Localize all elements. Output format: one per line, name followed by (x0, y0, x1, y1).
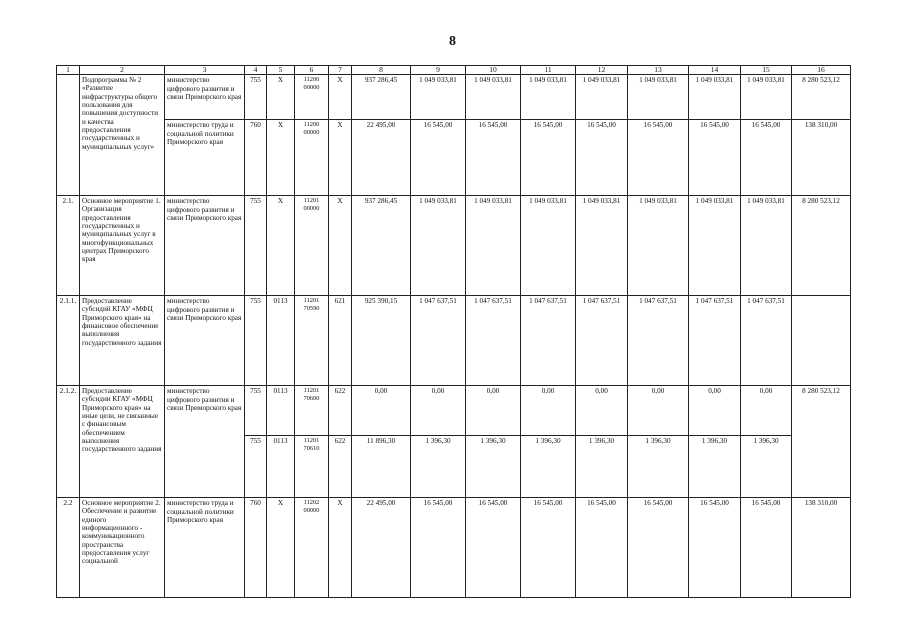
header-cell: 13 (628, 66, 689, 75)
total-cell: 8 280 523,12 (792, 196, 851, 296)
header-cell: 7 (329, 66, 352, 75)
grbs-code: 755 (245, 296, 267, 386)
header-cell: 14 (689, 66, 741, 75)
rzpr-code: 0113 (267, 296, 295, 386)
header-cell: 2 (80, 66, 165, 75)
vr-code: Х (329, 196, 352, 296)
amount-cell: 1 396,30 (689, 436, 741, 498)
amount-cell: 0,00 (352, 386, 411, 436)
amount-cell: 1 396,30 (521, 436, 576, 498)
rzpr-code: Х (267, 196, 295, 296)
amount-cell: 16 545,00 (466, 498, 521, 598)
total-cell: 8 280 523,12 (792, 75, 851, 120)
amount-cell: 1 049 033,81 (521, 75, 576, 120)
row-description: Основное мероприятие 1. Организация предоставления государственных и муниципальных услуг в многофункциональных центрах Приморского края (80, 196, 165, 296)
amount-cell: 0,00 (576, 386, 628, 436)
amount-cell: 1 047 637,51 (466, 296, 521, 386)
amount-cell: 925 390,15 (352, 296, 411, 386)
amount-cell: 1 049 033,81 (689, 75, 741, 120)
amount-cell: 1 396,30 (466, 436, 521, 498)
amount-cell: 1 049 033,81 (466, 75, 521, 120)
amount-cell: 1 049 033,81 (741, 196, 792, 296)
table-row (57, 120, 851, 196)
csr-code: 11200 00000 (295, 120, 329, 196)
row-description: Предоставление субсидий КГАУ «МФЦ Приморского края» на финансовое обеспечение выполнения государственного задания (80, 296, 165, 386)
header-cell: 5 (267, 66, 295, 75)
csr-code: 11200 00000 (295, 75, 329, 120)
amount-cell: 1 396,30 (741, 436, 792, 498)
csr-code: 11201 70610 (295, 436, 329, 498)
row-number: 2.1.1. (57, 296, 80, 386)
executor-org: министерство труда и социальной политики Приморского края (165, 498, 245, 598)
grbs-code: 755 (245, 196, 267, 296)
grbs-code: 760 (245, 498, 267, 598)
amount-cell: 0,00 (689, 386, 741, 436)
executor-org: министерство цифрового развития и связи Приморского края (165, 296, 245, 386)
rzpr-code: 0113 (267, 386, 295, 436)
amount-cell: 1 049 033,81 (628, 196, 689, 296)
row-description: Подпрограмма № 2 «Развитие инфраструктуры общего пользования для повышения доступности и качества предоставления государственных и муниципальных услуг» (80, 75, 165, 196)
table-row (57, 75, 851, 120)
csr-code: 11201 70590 (295, 296, 329, 386)
amount-cell: 1 047 637,51 (741, 296, 792, 386)
header-cell: 15 (741, 66, 792, 75)
amount-cell: 0,00 (741, 386, 792, 436)
amount-cell: 16 545,00 (741, 498, 792, 598)
amount-cell: 1 396,30 (628, 436, 689, 498)
amount-cell: 16 545,00 (576, 498, 628, 598)
row-number: 2.1. (57, 196, 80, 296)
total-cell: 138 310,00 (792, 498, 851, 598)
header-cell: 11 (521, 66, 576, 75)
amount-cell: 1 049 033,81 (466, 196, 521, 296)
amount-cell: 1 049 033,81 (521, 196, 576, 296)
amount-cell: 1 049 033,81 (628, 75, 689, 120)
amount-cell: 16 545,00 (741, 120, 792, 196)
header-cell: 6 (295, 66, 329, 75)
total-cell-empty (792, 296, 851, 386)
total-cell: 138 310,00 (792, 120, 851, 196)
amount-cell: 16 545,00 (466, 120, 521, 196)
amount-cell: 937 286,45 (352, 75, 411, 120)
header-cell: 10 (466, 66, 521, 75)
amount-cell: 22 495,00 (352, 120, 411, 196)
budget-table (56, 65, 851, 598)
amount-cell: 1 047 637,51 (576, 296, 628, 386)
amount-cell: 1 049 033,81 (411, 75, 466, 120)
header-cell: 12 (576, 66, 628, 75)
rzpr-code: Х (267, 498, 295, 598)
amount-cell: 16 545,00 (521, 498, 576, 598)
amount-cell: 1 047 637,51 (411, 296, 466, 386)
header-cell: 4 (245, 66, 267, 75)
row-number (57, 75, 80, 196)
vr-code: 622 (329, 436, 352, 498)
amount-cell: 16 545,00 (411, 120, 466, 196)
vr-code: 622 (329, 386, 352, 436)
csr-code: 11201 00000 (295, 196, 329, 296)
executor-org: министерство цифрового развития и связи Приморского края (165, 75, 245, 120)
amount-cell: 16 545,00 (628, 498, 689, 598)
vr-code: Х (329, 498, 352, 598)
amount-cell: 22 495,00 (352, 498, 411, 598)
row-description: Предоставление субсидии КГАУ «МФЦ Приморского края» на иные цели, не связанные с финансовым обеспечением выполнения государственного задания (80, 386, 165, 498)
header-cell: 16 (792, 66, 851, 75)
amount-cell: 16 545,00 (521, 120, 576, 196)
amount-cell: 1 047 637,51 (689, 296, 741, 386)
amount-cell: 1 049 033,81 (689, 196, 741, 296)
amount-cell: 1 049 033,81 (576, 196, 628, 296)
amount-cell: 0,00 (466, 386, 521, 436)
amount-cell: 16 545,00 (576, 120, 628, 196)
grbs-code: 760 (245, 120, 267, 196)
amount-cell: 1 049 033,81 (576, 75, 628, 120)
header-row (57, 66, 851, 75)
page-number: 8 (449, 34, 456, 49)
table-row (57, 196, 851, 296)
header-cell: 9 (411, 66, 466, 75)
executor-org: министерство цифрового развития и связи Приморского края (165, 386, 245, 498)
csr-code: 11202 00000 (295, 498, 329, 598)
row-number: 2.2 (57, 498, 80, 598)
amount-cell: 16 545,00 (628, 120, 689, 196)
amount-cell: 16 545,00 (689, 120, 741, 196)
amount-cell: 16 545,00 (689, 498, 741, 598)
amount-cell: 16 545,00 (411, 498, 466, 598)
vr-code: 621 (329, 296, 352, 386)
table-row (57, 296, 851, 386)
header-cell: 3 (165, 66, 245, 75)
executor-org: министерство труда и социальной политики Приморского края (165, 120, 245, 196)
grbs-code: 755 (245, 75, 267, 120)
grbs-code: 755 (245, 386, 267, 436)
rzpr-code: Х (267, 75, 295, 120)
rzpr-code: Х (267, 120, 295, 196)
header-cell: 1 (57, 66, 80, 75)
rzpr-code: 0113 (267, 436, 295, 498)
row-number: 2.1.2. (57, 386, 80, 498)
amount-cell: 0,00 (411, 386, 466, 436)
amount-cell: 1 047 637,51 (628, 296, 689, 386)
amount-cell: 1 049 033,81 (741, 75, 792, 120)
grbs-code: 755 (245, 436, 267, 498)
amount-cell: 11 896,30 (352, 436, 411, 498)
vr-code: Х (329, 120, 352, 196)
amount-cell: 0,00 (628, 386, 689, 436)
amount-cell: 1 396,30 (411, 436, 466, 498)
table-row (57, 498, 851, 598)
table-row (57, 386, 851, 436)
executor-org: министерство цифрового развития и связи Приморского края (165, 196, 245, 296)
vr-code: Х (329, 75, 352, 120)
total-cell: 8 280 523,12 (792, 386, 851, 498)
amount-cell: 1 396,30 (576, 436, 628, 498)
amount-cell: 0,00 (521, 386, 576, 436)
header-cell: 8 (352, 66, 411, 75)
row-description: Основное мероприятие 2. Обеспечение и развитие единого информационного - коммуникационного пространства предоставления услуг социальной (80, 498, 165, 598)
amount-cell: 1 047 637,51 (521, 296, 576, 386)
amount-cell: 1 049 033,81 (411, 196, 466, 296)
csr-code: 11201 70600 (295, 386, 329, 436)
amount-cell: 937 286,45 (352, 196, 411, 296)
